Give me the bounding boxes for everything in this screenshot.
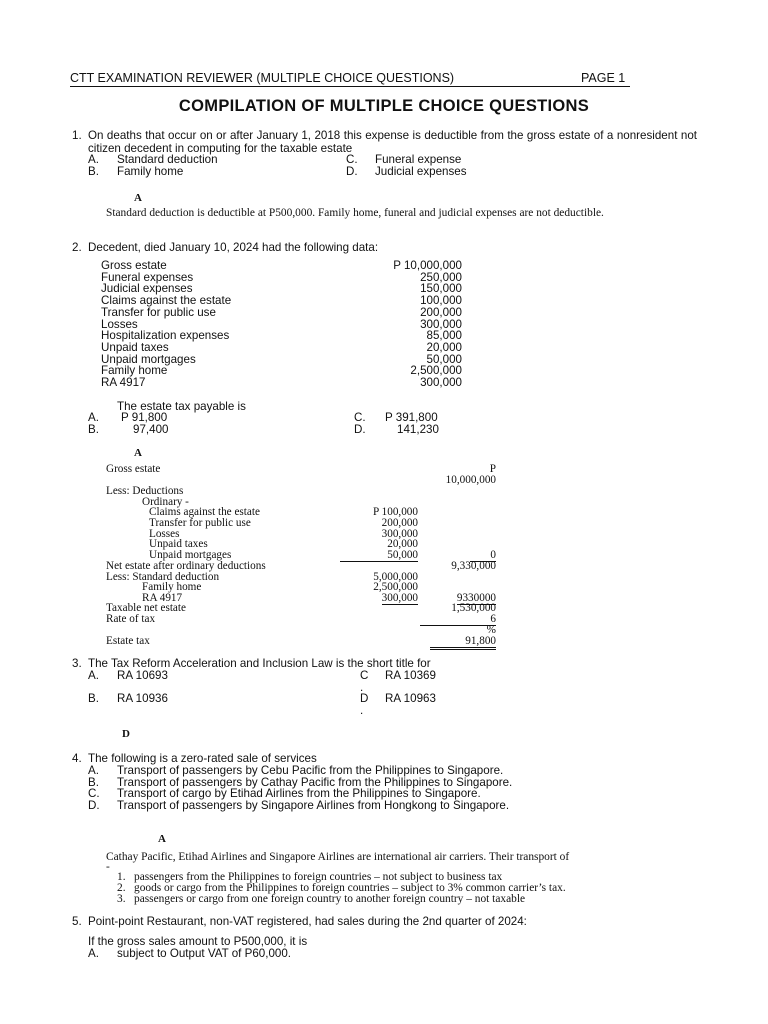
q2-item-value: 300,000: [420, 317, 462, 331]
sol-family-value: 2,500,000: [373, 581, 418, 593]
q4-point: passengers from the Philippines to foreign countries – not subject to business tax: [134, 871, 503, 883]
q2-item-label: Unpaid taxes: [101, 340, 169, 354]
q2-item-label: Unpaid mortgages: [101, 352, 196, 366]
sol-tax-value: 91,800: [430, 636, 496, 650]
sol-rate-label: Rate of tax: [106, 613, 156, 625]
q2-item-value: 200,000: [420, 305, 462, 319]
sol-gross-value: 10,000,000: [445, 474, 496, 486]
sol-ordinary-item-label: Claims against the estate: [149, 506, 260, 518]
q3-option-b: RA 10936: [117, 692, 168, 705]
q2-option-b: 97,400: [133, 423, 169, 436]
q2-item-value: 300,000: [420, 376, 462, 389]
q4-point: passengers or cargo from one foreign country to another foreign country – not taxable: [134, 892, 526, 905]
q2-answer: A: [134, 447, 142, 459]
q1-option-a: Standard deduction: [117, 153, 218, 166]
q1-number: 1.: [72, 129, 82, 142]
q2-item-value: P 10,000,000: [393, 259, 462, 272]
q3-answer: D: [122, 728, 130, 740]
q5-option-letter-a: A.: [88, 947, 99, 960]
q2-item-label: Losses: [101, 317, 138, 331]
sol-ordinary-item-label: Transfer for public use: [149, 516, 251, 529]
sol-gross-p: P: [489, 463, 496, 475]
q5-prompt: If the gross sales amount to P500,000, it is: [88, 935, 308, 948]
q2-option-letter-a: A.: [88, 411, 99, 424]
q3-option-letter-d: D: [360, 692, 369, 705]
sol-ordinary-total: 0: [470, 549, 496, 562]
q2-item-value: 100,000: [420, 294, 462, 308]
q4-option-letter: C.: [88, 787, 100, 801]
q2-option-letter-c: C.: [354, 411, 366, 424]
q2-stem: Decedent, died January 10, 2024 had the following data:: [88, 241, 379, 254]
q4-point: goods or cargo from the Philippines to foreign countries – subject to 3% common carrier’s tax.: [134, 881, 566, 894]
q2-item-label: RA 4917: [101, 376, 146, 389]
sol-family-label: Family home: [142, 581, 202, 593]
q4-option-letter: D.: [88, 798, 100, 812]
q3-number: 3.: [72, 657, 82, 670]
sol-less-standard: Less: Standard deduction: [106, 571, 220, 583]
sol-net-value: 9,330,000: [451, 560, 496, 572]
sol-tax-label: Estate tax: [106, 635, 150, 647]
sol-gross-label: Gross estate: [106, 463, 161, 475]
q1-option-letter-d: D.: [346, 165, 358, 178]
q4-explanation-dash: -: [106, 861, 110, 873]
sol-ordinary-item-label: Losses: [149, 527, 180, 540]
q2-item-label: Family home: [101, 364, 168, 378]
q2-item-label: Judicial expenses: [101, 282, 193, 296]
q2-option-letter-d: D.: [354, 423, 366, 436]
q3-option-letter-c: C: [360, 669, 369, 682]
q1-option-letter-a: A.: [88, 153, 99, 166]
sol-taxable-value: 1,530,000: [451, 602, 496, 614]
q3-option-a: RA 10693: [117, 669, 168, 682]
q2-item-value: 2,500,000: [410, 364, 462, 378]
q5-number: 5.: [72, 915, 82, 928]
q4-option: Transport of passengers by Cathay Pacific from the Philippines to Singapore.: [117, 775, 513, 789]
q4-explanation: Cathay Pacific, Etihad Airlines and Singapore Airlines are international air carriers. Their transport of: [106, 851, 570, 863]
sol-ordinary-item-value: 50,000: [340, 550, 418, 562]
sol-standard-value: 5,000,000: [373, 571, 418, 583]
q1-option-d: Judicial expenses: [375, 165, 467, 178]
sol-ordinary: Ordinary -: [142, 496, 189, 508]
sol-rate-pct: %: [486, 624, 496, 636]
q2-item-label: Transfer for public use: [101, 305, 216, 319]
sol-ordinary-item-value: 300,000: [381, 527, 418, 540]
q4-point-number: 1.: [117, 871, 126, 883]
q2-item-value: 250,000: [420, 270, 462, 284]
q4-option: Transport of cargo by Etihad Airlines from the Philippines to Singapore.: [117, 787, 481, 801]
q4-option-letter: A.: [88, 764, 99, 777]
header-rule: [70, 86, 630, 87]
sol-net-label: Net estate after ordinary deductions: [106, 560, 266, 572]
q4-option: Transport of passengers by Singapore Airlines from Hongkong to Singapore.: [117, 798, 510, 812]
page-title: COMPILATION OF MULTIPLE CHOICE QUESTIONS: [178, 97, 590, 115]
q1-stem: On deaths that occur on or after January 1, 2018 this expense is deductible from the gross estate of a nonresident not citizen decedent in computing for the taxable estate: [88, 129, 697, 155]
q2-item-value: 20,000: [426, 340, 462, 354]
q2-item-value: 85,000: [426, 329, 462, 343]
q3-option-c-dot: .: [360, 681, 364, 694]
q2-option-letter-b: B.: [88, 423, 99, 436]
q4-answer: A: [158, 833, 166, 845]
q2-item-label: Gross estate: [101, 259, 167, 272]
q2-item-label: Funeral expenses: [101, 270, 194, 284]
q2-item-value: 150,000: [420, 282, 462, 296]
q2-prompt: The estate tax payable is: [117, 400, 246, 413]
q1-option-letter-c: C.: [346, 153, 358, 166]
q4-stem: The following is a zero-rated sale of services: [88, 752, 317, 765]
page-number: PAGE 1: [581, 71, 626, 85]
q1-option-letter-b: B.: [88, 165, 99, 178]
q3-stem: The Tax Reform Acceleration and Inclusion Law is the short title for: [88, 657, 431, 670]
q2-item-value: 50,000: [426, 352, 462, 366]
sol-rate-num: 6: [420, 614, 496, 626]
sol-ordinary-item-label: Unpaid taxes: [149, 538, 208, 551]
q2-item-label: Hospitalization expenses: [101, 329, 230, 343]
q1-answer: A: [134, 192, 142, 204]
q3-option-letter-a: A.: [88, 669, 99, 682]
sol-less-deductions: Less: Deductions: [106, 485, 184, 497]
q3-option-d: RA 10963: [385, 692, 436, 705]
sol-special-total: 9330000: [456, 592, 496, 604]
sol-ra-label: RA 4917: [142, 592, 183, 604]
sol-ordinary-item-value: 200,000: [381, 516, 418, 529]
q2-number: 2.: [72, 241, 82, 254]
q4-point-number: 3.: [117, 892, 126, 905]
q1-option-b: Family home: [117, 165, 184, 178]
q3-option-d-dot: .: [360, 704, 364, 717]
q2-option-a: P 91,800: [121, 411, 168, 424]
q3-option-c: RA 10369: [385, 669, 436, 682]
q5-option-a: subject to Output VAT of P60,000.: [117, 947, 292, 960]
q2-option-c: P 391,800: [385, 411, 438, 424]
sol-ordinary-item-value: P 100,000: [373, 506, 418, 518]
sol-ordinary-item-label: Unpaid mortgages: [149, 549, 232, 562]
sol-ra-value: 300,000: [381, 592, 418, 604]
q4-point-number: 2.: [117, 881, 126, 894]
sol-ordinary-item-value: 20,000: [387, 538, 418, 551]
q3-option-letter-b: B.: [88, 692, 99, 705]
q1-option-c: Funeral expense: [375, 153, 462, 166]
q4-option-letter: B.: [88, 775, 99, 789]
header-title: CTT EXAMINATION REVIEWER (MULTIPLE CHOICE QUESTIONS): [70, 71, 455, 85]
sol-taxable-label: Taxable net estate: [106, 602, 186, 614]
q4-number: 4.: [72, 752, 82, 765]
q4-option: Transport of passengers by Cebu Pacific from the Philippines to Singapore.: [117, 764, 504, 777]
q2-item-label: Claims against the estate: [101, 294, 232, 308]
q1-explanation: Standard deduction is deductible at P500,000. Family home, funeral and judicial expenses are not deductible.: [106, 207, 604, 219]
sol-ra-value-cell: [340, 593, 418, 604]
q2-option-d: 141,230: [397, 423, 439, 436]
q5-stem: Point-point Restaurant, non-VAT registered, had sales during the 2nd quarter of 2024:: [88, 915, 527, 928]
